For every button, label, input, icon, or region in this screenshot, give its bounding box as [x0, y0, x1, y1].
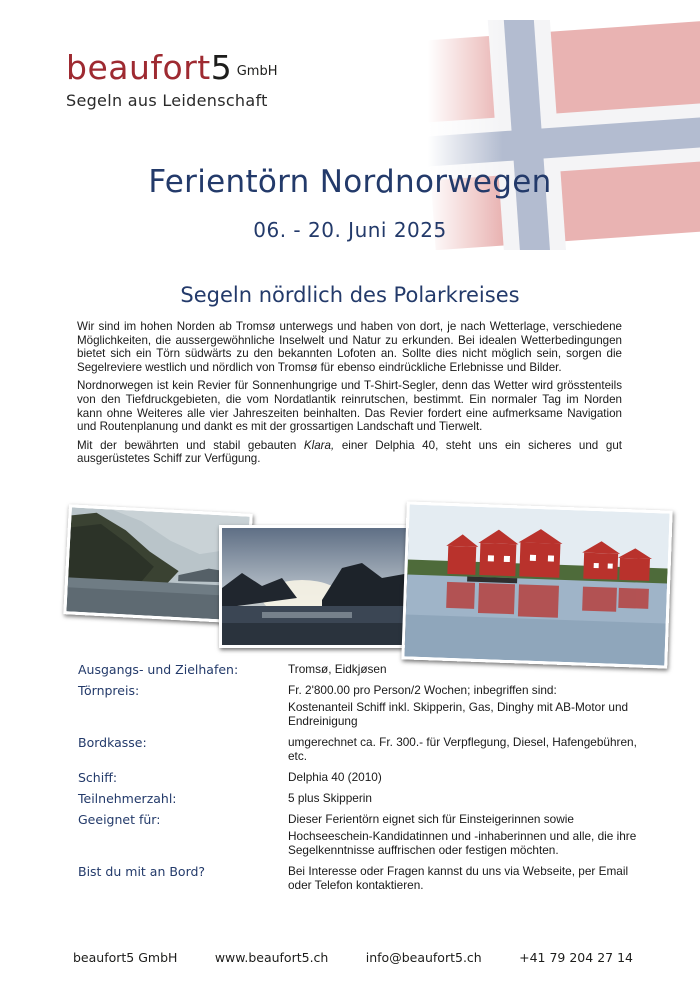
trip-dates: 06. - 20. Juni 2025 [253, 218, 447, 242]
logo-gmbh: GmbH [236, 64, 278, 79]
photo-sunset-mountains [219, 525, 413, 648]
photo-red-boathouses [401, 501, 672, 668]
ship-name: Klara, [303, 438, 335, 452]
detail-row-crew [78, 791, 638, 806]
trip-details [78, 662, 638, 897]
crew-label: Teilnehmerzahl: [78, 790, 177, 806]
detail-row-join [78, 864, 638, 893]
intro-paragraph-3: Mit der bewährten und stabil gebauten Klara, einer Delphia 40, steht uns ein sicheres und gut ausgerüstetes Schiff zur Verfügung. [77, 438, 622, 466]
kitty-value: umgerechnet ca. Fr. 300.- für Verpflegung, Diesel, Hafengebühren, etc. [288, 734, 637, 764]
logo-five: 5 [210, 48, 232, 87]
section-subtitle: Segeln nördlich des Polarkreises [180, 283, 520, 307]
footer-website-link[interactable]: www.beaufort5.ch [214, 950, 329, 965]
port-value: Tromsø, Eidkjøsen [288, 662, 387, 676]
company-logo [66, 48, 277, 110]
detail-row-port [78, 662, 638, 677]
logo-tagline: Segeln aus Leidenschaft [66, 91, 268, 110]
page-title: Ferientörn Nordnorwegen [148, 164, 552, 200]
join-label: Bist du mit an Bord? [78, 863, 206, 879]
intro-paragraph-1: Wir sind im hohen Norden ab Tromsø unterwegs und haben von dort, je nach Wetterlage, verschiedene Möglichkeiten, die aussergewöhnliche Inselwelt und Natur zu erkunden. Bei idealen Wetterbedingungen bietet sich ein Törn südwärts zu den bekannten Lofoten an. Sollte dies nicht möglich sein, sorgen die Segelreviere westlich und nördlich von Tromsø für ebenso eindrückliche Erlebnisse und Bilder. [77, 320, 622, 374]
footer-email-link[interactable]: info@beaufort5.ch [365, 950, 482, 965]
footer-phone[interactable]: +41 79 204 27 14 [519, 950, 633, 965]
price-value: Fr. 2'800.00 pro Person/2 Wochen; inbegriffen sind: Kostenanteil Schiff inkl. Skipperin, Gas, Dinghy mit AB-Motor und Endreinigung [288, 683, 629, 729]
detail-row-price [78, 683, 638, 729]
join-value: Bei Interesse oder Fragen kannst du uns via Webseite, per Email oder Telefon kontaktieren. [288, 863, 629, 893]
price-label: Törnpreis: [78, 683, 140, 698]
detail-row-suited [78, 812, 638, 858]
crew-value: 5 plus Skipperin [288, 790, 372, 805]
logo-wordmark: beaufort [66, 48, 211, 87]
ship-value: Delphia 40 (2010) [288, 769, 382, 784]
port-label: Ausgangs- und Zielhafen: [78, 662, 239, 677]
norway-flag-image [428, 20, 700, 250]
detail-row-kitty [78, 735, 638, 764]
suited-label: Geeignet für: [78, 811, 161, 827]
ship-label: Schiff: [78, 769, 118, 785]
footer [73, 950, 633, 965]
detail-row-ship [78, 770, 638, 785]
intro-text [77, 320, 622, 471]
suited-value: Dieser Ferientörn eignet sich für Einsteigerinnen sowie Hochseeschein-Kandidatinnen und -inhaberinnen und alle, die ihre Segelkenntnisse auffrischen oder festigen möchten. [288, 811, 637, 858]
footer-company: beaufort5 GmbH [73, 950, 178, 965]
kitty-label: Bordkasse: [78, 734, 147, 750]
intro-paragraph-2: Nordnorwegen ist kein Revier für Sonnenhungrige und T-Shirt-Segler, denn das Wetter wird grösstenteils von den Tiefdruckgebieten, die vom Nordatlantik reinrutschen, bestimmt. Ein normaler Tag im Norden kann ohne Weiteres alle vier Jahreszeiten beinhalten. Das Revier fordert eine aufmerksame Navigation und Routenplanung und dankt es mit der grossartigen Landschaft und Tierwelt. [77, 379, 622, 434]
